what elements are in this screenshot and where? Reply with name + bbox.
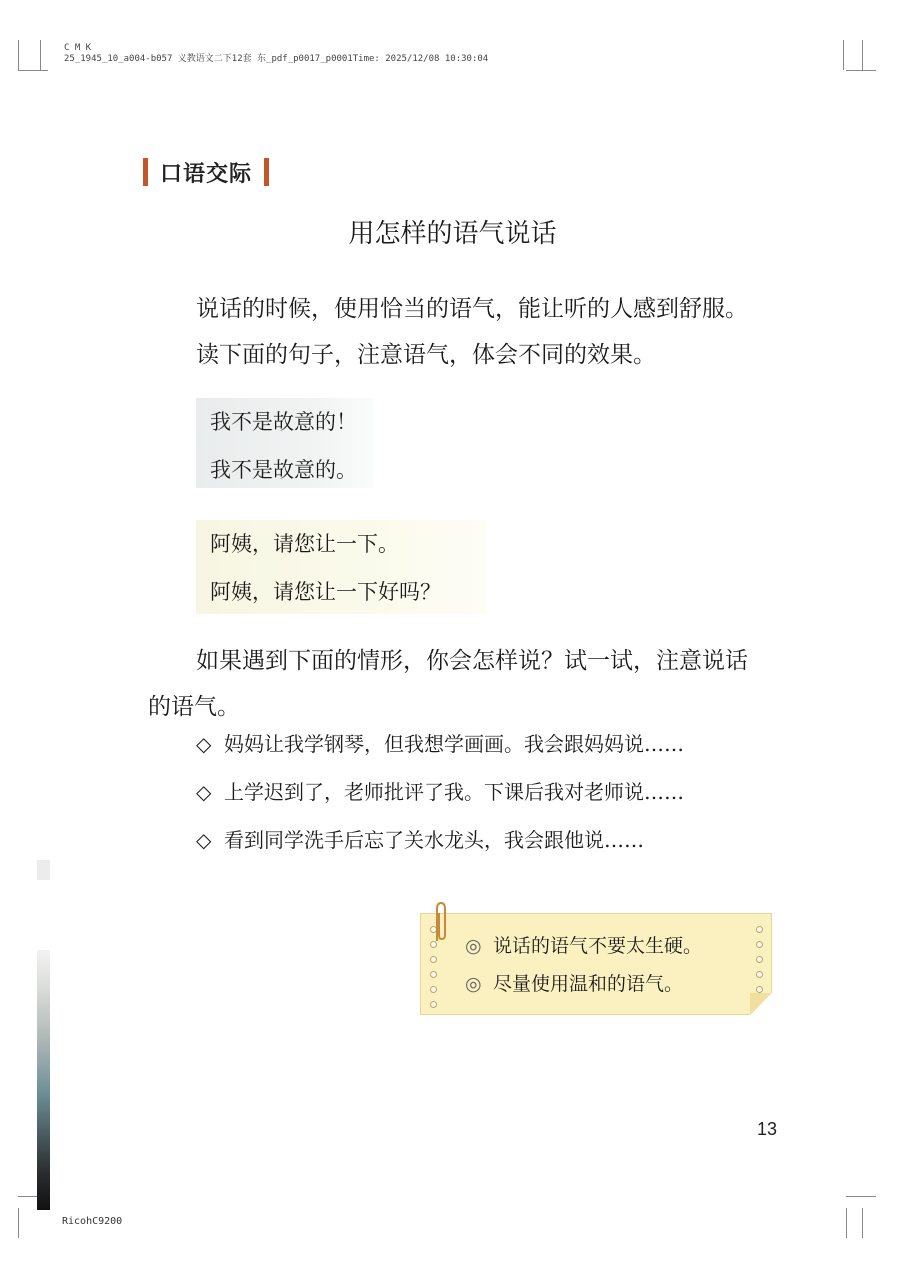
list-item xyxy=(465,932,702,970)
section-bar-left xyxy=(143,158,148,186)
tip-list xyxy=(465,932,702,1008)
print-header-cmyk: C M K xyxy=(64,43,92,53)
crop-mark xyxy=(18,70,48,71)
example-box-yellow xyxy=(196,520,486,614)
list-item xyxy=(465,970,702,1008)
list-item xyxy=(196,778,684,826)
crop-mark xyxy=(843,40,844,70)
color-calibration-strip xyxy=(37,950,50,1210)
crop-mark xyxy=(846,1196,876,1197)
tip-text: 尽量使用温和的语气。 xyxy=(493,973,684,995)
example-sentence: 我不是故意的！ xyxy=(210,410,357,434)
crop-mark xyxy=(846,70,876,71)
list-item xyxy=(196,826,684,874)
note-folded-corner xyxy=(750,993,772,1015)
print-footer: RicohC9200 xyxy=(62,1216,123,1227)
section-label: 口语交际 xyxy=(160,161,253,187)
double-circle-icon: ◎ xyxy=(465,935,482,957)
tip-note-card xyxy=(420,913,772,1015)
scenario-list xyxy=(196,730,684,874)
example-sentence: 阿姨，请您让一下好吗？ xyxy=(210,580,441,604)
print-header-info: 25_1945_10_a004-b057 义教语文二下12套 东_pdf_p0017_p0001Time: 2025/12/08 10:30:04 xyxy=(64,54,489,64)
double-circle-icon: ◎ xyxy=(465,973,482,995)
intro-line-1: 说话的时候，使用恰当的语气，能让听的人感到舒服。 xyxy=(196,296,748,322)
intro-line-2: 读下面的句子，注意语气，体会不同的效果。 xyxy=(196,342,656,368)
scenario-text: 看到同学洗手后忘了关水龙头，我会跟他说…… xyxy=(224,828,644,852)
prompt-line-2: 的语气。 xyxy=(148,694,240,720)
tip-text: 说话的语气不要太生硬。 xyxy=(493,935,703,957)
prompt-line-1: 如果遇到下面的情形，你会怎样说？试一试，注意说话 xyxy=(196,648,748,674)
color-calibration-strip-top xyxy=(37,860,50,880)
section-bar-right xyxy=(264,158,269,186)
page-number: 13 xyxy=(757,1119,778,1139)
print-header xyxy=(64,43,488,65)
diamond-icon: ◇ xyxy=(196,732,212,756)
crop-mark xyxy=(862,40,863,70)
scenario-text: 妈妈让我学钢琴，但我想学画画。我会跟妈妈说…… xyxy=(224,732,684,756)
list-item xyxy=(196,730,684,778)
scenario-text: 上学迟到了，老师批评了我。下课后我对老师说…… xyxy=(224,780,684,804)
paperclip-icon xyxy=(432,901,448,945)
example-sentence: 我不是故意的。 xyxy=(210,458,357,482)
diamond-icon: ◇ xyxy=(196,780,212,804)
crop-mark xyxy=(18,1208,19,1238)
section-header xyxy=(143,156,269,188)
example-sentence: 阿姨，请您让一下。 xyxy=(210,532,399,556)
crop-mark xyxy=(40,40,41,70)
crop-mark xyxy=(862,1208,863,1238)
lesson-title: 用怎样的语气说话 xyxy=(348,219,557,249)
crop-mark xyxy=(18,40,19,70)
crop-mark xyxy=(846,1208,847,1238)
diamond-icon: ◇ xyxy=(196,828,212,852)
example-box-grey xyxy=(196,398,374,488)
